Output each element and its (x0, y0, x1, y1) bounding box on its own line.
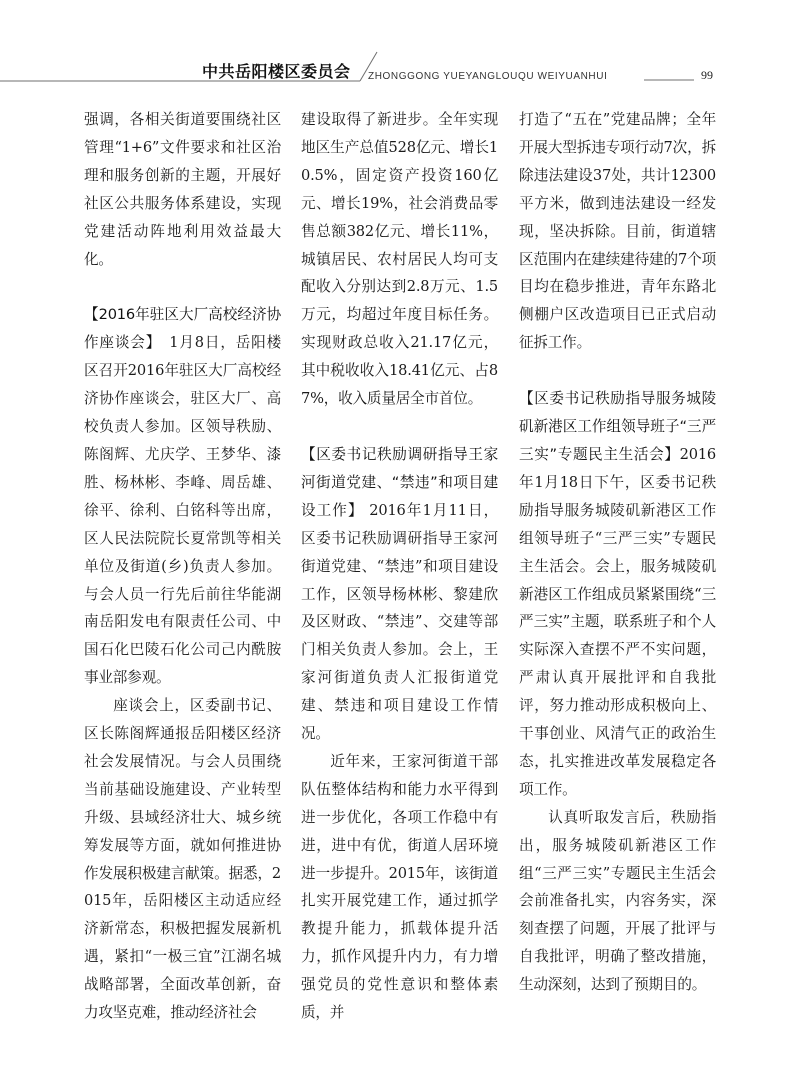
paragraph: 打造了“五在”党建品牌；全年开展大型拆违专项行动7次，拆除违法建设37处，共计12300平方米，做到违法建设一经发现，坚决拆除。目前，街道辖区范围内在建续建待建的7个项目均在稳步推进，青年东路北侧棚户区改造项目已正式启动征拆工作。 (519, 111, 716, 352)
text-column-1 (84, 106, 281, 1027)
section-title: 【2016年驻区大厂高校经济协作座谈会】 (84, 306, 281, 352)
org-title: 中共岳阳楼区委员会 (202, 62, 351, 81)
section-paragraph (84, 301, 281, 692)
section-body: 2016年1月18日下午，区委书记秩励指导服务城陵矶新港区工作组领导班子“三严三实”专题民主生活会。会上，服务城陵矶新港区工作组成员紧紧围绕“三严三实”主题，联系班子和个人实际深入查摆不严不实问题，严肃认真开展批评和自我批评，努力推动形成积极向上、干事创业、风清气正的政治生态，扎实推进改革发展稳定各项工作。 (519, 445, 716, 798)
section-title: 【区委书记秩励调研指导王家河街道党建、“禁违”和项目建设工作】 (301, 445, 498, 519)
paragraph: 建设取得了新进步。全年实现地区生产总值528亿元、增长10.5%，固定资产投资160亿元、增长19%，社会消费品零售总额382亿元、增长11%，城镇居民、农村居民人均可支配收入分别达到2.8万元、1.5万元，均超过年度目标任务。实现财政总收入21.17亿元，其中税收收入18.41亿元、占87%，收入质量居全市首位。 (301, 111, 498, 408)
paragraph: 座谈会上，区委副书记、区长陈阁辉通报岳阳楼区经济社会发展情况。与会人员围绕当前基础设施建设、产业转型升级、县域经济壮大、城乡统筹发展等方面，就如何推进协作发展积极建言献策。据悉，2015年，岳阳楼区主动适应经济新常态，积极把握发展新机遇，紧扣“一极三宜”江湖名城战略部署，全面改革创新，奋力攻坚克难，推动经济社会 (84, 697, 281, 1022)
section-gap (84, 273, 281, 301)
section-body: 1月8日，岳阳楼区召开2016年驻区大厂高校经济协作座谈会，驻区大厂、高校负责人参加。区领导秩励、陈阁辉、尤庆学、王梦华、漆胜、杨林彬、李峰、周岳雄、徐平、徐利、白铭科等出席，区人民法院院长夏常凯等相关单位及街道(乡)负责人参加。与会人员一行先后前往华能湖南岳阳发电有限责任公司、中国石化巴陵石化公司己内酰胺事业部参观。 (84, 334, 282, 687)
text-column-3 (519, 106, 716, 999)
paragraph: 认真听取发言后，秩励指出，服务城陵矶新港区工作组“三严三实”专题民主生活会会前准备扎实，内容务实，深刻查摆了问题，开展了批评与自我批评，明确了整改措施，生动深刻，达到了预期目的。 (519, 808, 716, 994)
page-number: 99 (701, 68, 713, 82)
section-paragraph (519, 385, 716, 804)
section-gap (519, 357, 716, 385)
org-pinyin: ZHONGGONG YUEYANGLOUQU WEIYUANHUI (368, 71, 608, 82)
page-header (0, 0, 793, 96)
section-paragraph (301, 441, 498, 748)
paragraph: 强调，各相关街道要围绕社区管理“1+6”文件要求和社区治理和服务创新的主题，开展好社区公共服务体系建设，实现党建活动阵地利用效益最大化。 (84, 111, 281, 268)
section-body: 2016年1月11日，区委书记秩励调研指导王家河街道党建、“禁违”和项目建设工作，区领导杨林彬、黎建欣及区财政、“禁违”、交建等部门相关负责人参加。会上，王家河街道负责人汇报街道党建、禁违和项目建设工作情况。 (301, 501, 498, 743)
section-title: 【区委书记秩励指导服务城陵矶新港区工作组领导班子“三严三实”专题民主生活会】 (519, 390, 716, 463)
paragraph: 近年来，王家河街道干部队伍整体结构和能力水平得到进一步优化，各项工作稳中有进，进中有优，街道人居环境进一步提升。2015年，该街道扎实开展党建工作，通过抓学教提升能力，抓载体提升活力，抓作风提升内力，有力增强党员的党性意识和整体素质，并 (301, 752, 498, 1022)
text-column-2 (301, 106, 498, 1027)
section-gap (301, 413, 498, 441)
